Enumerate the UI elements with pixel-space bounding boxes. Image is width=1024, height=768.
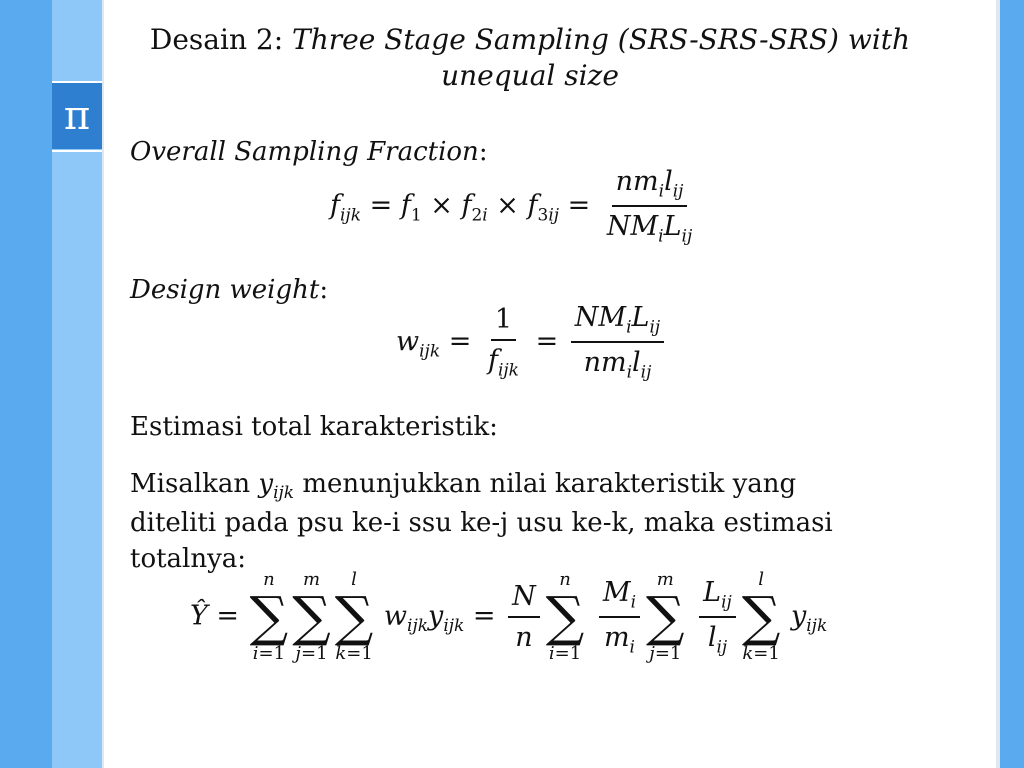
formula-total-estimate: Ŷ = n ∑ i=1 m ∑ j=1 l ∑ k=1 $w_{ijk}y_{ijk}$ = $\frac{N}{n}$ n ∑ i=1 $\frac{M_i}{m_i}$ m ∑ j=1 $\frac{L_{ij}}{l_{ij}}$ l ∑ k=1 $y_{ijk}$ bbox=[190, 569, 828, 664]
pi-icon bbox=[52, 83, 102, 149]
left-divider-line bbox=[102, 0, 104, 768]
formula-design-weight: $w_{ijk}$ = $\frac{1}{f_{ijk}}$ = $\frac{NM_iL_{ij}}{nm_il_{ij}}$ bbox=[396, 302, 668, 383]
right-sidebar-bar bbox=[1000, 0, 1024, 768]
sidebar-divider-bottom bbox=[52, 150, 102, 152]
overall-label: Overall Sampling Fraction bbox=[130, 137, 479, 167]
title-prefix: Desain 2: bbox=[149, 23, 293, 56]
estimasi-heading: Estimasi total karakteristik: bbox=[130, 412, 498, 442]
formula-overall-fraction: $f_{ijk} = f_1 \times f_{2i} \times f_{3ij}$ = $\frac{nm_il_{ij}}{NM_iL_{ij}}$ bbox=[330, 166, 693, 247]
diteliti-line: diteliti pada psu ke-i ssu ke-j usu ke-k, maka estimasi bbox=[130, 508, 833, 538]
slide-title bbox=[130, 22, 930, 94]
design-label: Design weight bbox=[130, 275, 320, 305]
misalkan-before: Misalkan bbox=[130, 469, 259, 499]
left-sidebar-bar bbox=[0, 0, 52, 768]
misalkan-after: menunjukkan nilai karakteristik yang bbox=[294, 469, 797, 499]
design-label-line bbox=[130, 272, 328, 308]
title-italic: Three Stage Sampling (SRS-SRS-SRS) with unequal size bbox=[292, 23, 911, 92]
overall-label-line bbox=[130, 134, 488, 170]
design-colon: : bbox=[319, 275, 329, 305]
misalkan-line: Misalkan $y_{ijk}$ menunjukkan nilai karakteristik yang bbox=[130, 469, 797, 504]
totalnya-line: totalnya: bbox=[130, 544, 247, 574]
overall-colon: : bbox=[478, 137, 488, 167]
pi-icon-glyph: π bbox=[63, 93, 91, 139]
